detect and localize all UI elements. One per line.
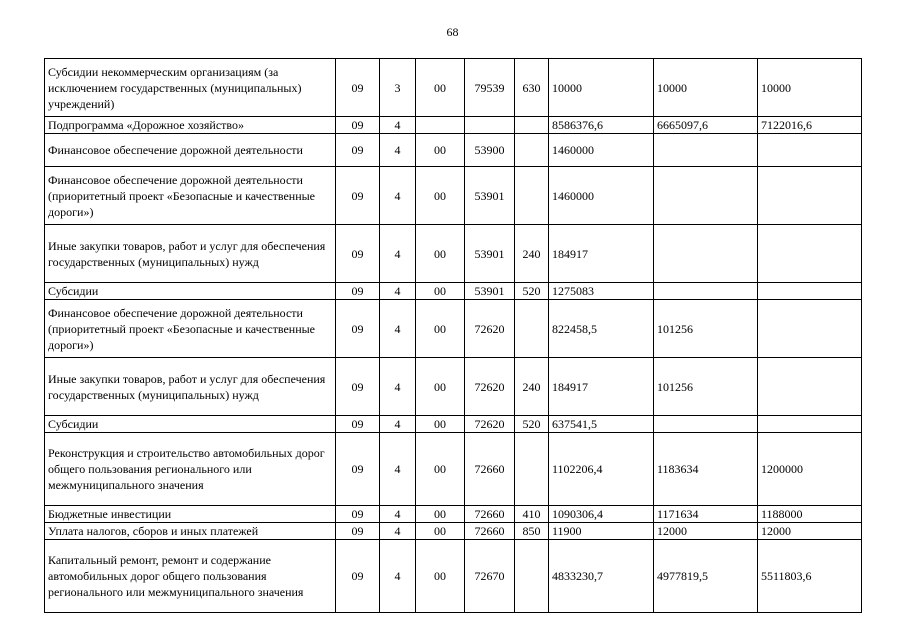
cell-amount-year-3 — [758, 358, 862, 416]
cell-amount-year-1: 822458,5 — [549, 300, 654, 358]
cell-subsection: 4 — [380, 283, 416, 300]
cell-direction-code: 53901 — [465, 283, 515, 300]
cell-amount-year-3 — [758, 416, 862, 433]
cell-program-code: 00 — [416, 523, 465, 540]
cell-amount-year-3 — [758, 300, 862, 358]
cell-program-code: 00 — [416, 358, 465, 416]
table-row — [45, 300, 862, 358]
cell-amount-year-3: 1200000 — [758, 433, 862, 506]
cell-amount-year-1: 1090306,4 — [549, 506, 654, 523]
cell-program-code: 00 — [416, 433, 465, 506]
cell-name: Подпрограмма «Дорожное хозяйство» — [45, 117, 336, 134]
cell-subsection: 4 — [380, 300, 416, 358]
cell-subsection: 4 — [380, 225, 416, 283]
cell-name: Иные закупки товаров, работ и услуг для обеспечения государственных (муниципальных) нужд — [45, 225, 336, 283]
cell-section: 09 — [336, 283, 380, 300]
cell-amount-year-1: 1460000 — [549, 134, 654, 167]
cell-amount-year-1: 8586376,6 — [549, 117, 654, 134]
cell-section: 09 — [336, 225, 380, 283]
cell-section: 09 — [336, 117, 380, 134]
page-number: 68 — [446, 25, 459, 39]
cell-subsection: 4 — [380, 134, 416, 167]
cell-amount-year-3 — [758, 283, 862, 300]
cell-section: 09 — [336, 540, 380, 613]
cell-expense-type — [515, 540, 549, 613]
cell-amount-year-3: 5511803,6 — [758, 540, 862, 613]
cell-name: Реконструкция и строительство автомобильных дорог общего пользования регионального или межмуниципального значения — [45, 433, 336, 506]
table-row — [45, 416, 862, 433]
cell-amount-year-3: 1188000 — [758, 506, 862, 523]
cell-subsection: 4 — [380, 506, 416, 523]
cell-expense-type — [515, 117, 549, 134]
cell-name: Финансовое обеспечение дорожной деятельности (приоритетный проект «Безопасные и качественные дороги») — [45, 167, 336, 225]
cell-direction-code: 53901 — [465, 167, 515, 225]
cell-program-code: 00 — [416, 59, 465, 117]
cell-section: 09 — [336, 523, 380, 540]
table-row — [45, 167, 862, 225]
cell-direction-code: 72620 — [465, 300, 515, 358]
cell-expense-type — [515, 300, 549, 358]
cell-subsection: 4 — [380, 416, 416, 433]
cell-section: 09 — [336, 433, 380, 506]
cell-direction-code — [465, 117, 515, 134]
cell-direction-code: 53901 — [465, 225, 515, 283]
cell-section: 09 — [336, 167, 380, 225]
cell-amount-year-3 — [758, 225, 862, 283]
cell-direction-code: 53900 — [465, 134, 515, 167]
cell-subsection: 4 — [380, 540, 416, 613]
cell-expense-type: 850 — [515, 523, 549, 540]
cell-direction-code: 72660 — [465, 523, 515, 540]
cell-expense-type: 520 — [515, 283, 549, 300]
table-row — [45, 225, 862, 283]
cell-program-code: 00 — [416, 167, 465, 225]
cell-expense-type — [515, 134, 549, 167]
cell-amount-year-1: 1275083 — [549, 283, 654, 300]
cell-name: Финансовое обеспечение дорожной деятельности (приоритетный проект «Безопасные и качественные дороги») — [45, 300, 336, 358]
cell-section: 09 — [336, 134, 380, 167]
cell-section: 09 — [336, 358, 380, 416]
cell-expense-type — [515, 433, 549, 506]
cell-expense-type: 410 — [515, 506, 549, 523]
cell-amount-year-1: 4833230,7 — [549, 540, 654, 613]
budget-table — [44, 58, 862, 613]
cell-name: Субсидии некоммерческим организациям (за исключением государственных (муниципальных) учреждений) — [45, 59, 336, 117]
cell-name: Финансовое обеспечение дорожной деятельности — [45, 134, 336, 167]
cell-amount-year-2: 12000 — [654, 523, 758, 540]
table-row — [45, 134, 862, 167]
cell-name: Субсидии — [45, 283, 336, 300]
cell-amount-year-2: 1183634 — [654, 433, 758, 506]
cell-amount-year-1: 184917 — [549, 225, 654, 283]
cell-direction-code: 79539 — [465, 59, 515, 117]
cell-subsection: 4 — [380, 358, 416, 416]
cell-amount-year-1: 1102206,4 — [549, 433, 654, 506]
table-body — [45, 59, 862, 613]
cell-direction-code: 72620 — [465, 416, 515, 433]
cell-program-code: 00 — [416, 134, 465, 167]
cell-section: 09 — [336, 416, 380, 433]
cell-amount-year-2: 1171634 — [654, 506, 758, 523]
cell-subsection: 4 — [380, 433, 416, 506]
cell-program-code: 00 — [416, 225, 465, 283]
cell-amount-year-1: 11900 — [549, 523, 654, 540]
cell-expense-type: 240 — [515, 225, 549, 283]
cell-direction-code: 72660 — [465, 433, 515, 506]
cell-amount-year-1: 10000 — [549, 59, 654, 117]
table-row — [45, 433, 862, 506]
cell-subsection: 4 — [380, 523, 416, 540]
cell-program-code: 00 — [416, 283, 465, 300]
cell-name: Иные закупки товаров, работ и услуг для обеспечения государственных (муниципальных) нужд — [45, 358, 336, 416]
cell-amount-year-2: 6665097,6 — [654, 117, 758, 134]
cell-amount-year-1: 1460000 — [549, 167, 654, 225]
table-row — [45, 540, 862, 613]
cell-expense-type: 630 — [515, 59, 549, 117]
table-row — [45, 358, 862, 416]
cell-amount-year-1: 637541,5 — [549, 416, 654, 433]
cell-amount-year-2: 101256 — [654, 358, 758, 416]
cell-subsection: 4 — [380, 167, 416, 225]
table-row — [45, 117, 862, 134]
table-row — [45, 523, 862, 540]
cell-section: 09 — [336, 506, 380, 523]
cell-amount-year-2 — [654, 134, 758, 167]
cell-amount-year-3: 12000 — [758, 523, 862, 540]
cell-section: 09 — [336, 59, 380, 117]
cell-amount-year-1: 184917 — [549, 358, 654, 416]
cell-amount-year-2: 101256 — [654, 300, 758, 358]
table-row — [45, 59, 862, 117]
cell-amount-year-2: 10000 — [654, 59, 758, 117]
cell-name: Капитальный ремонт, ремонт и содержание автомобильных дорог общего пользования регионального или межмуниципального значения — [45, 540, 336, 613]
cell-program-code: 00 — [416, 540, 465, 613]
cell-direction-code: 72670 — [465, 540, 515, 613]
cell-program-code: 00 — [416, 416, 465, 433]
cell-amount-year-2: 4977819,5 — [654, 540, 758, 613]
cell-amount-year-3 — [758, 167, 862, 225]
cell-direction-code: 72660 — [465, 506, 515, 523]
cell-subsection: 3 — [380, 59, 416, 117]
cell-section: 09 — [336, 300, 380, 358]
cell-subsection: 4 — [380, 117, 416, 134]
cell-amount-year-2 — [654, 225, 758, 283]
cell-program-code — [416, 117, 465, 134]
table-row — [45, 283, 862, 300]
cell-name: Бюджетные инвестиции — [45, 506, 336, 523]
cell-amount-year-2 — [654, 283, 758, 300]
cell-amount-year-3 — [758, 134, 862, 167]
cell-expense-type: 240 — [515, 358, 549, 416]
cell-name: Уплата налогов, сборов и иных платежей — [45, 523, 336, 540]
cell-expense-type — [515, 167, 549, 225]
cell-amount-year-3: 7122016,6 — [758, 117, 862, 134]
cell-program-code: 00 — [416, 300, 465, 358]
cell-amount-year-3: 10000 — [758, 59, 862, 117]
cell-direction-code: 72620 — [465, 358, 515, 416]
cell-name: Субсидии — [45, 416, 336, 433]
cell-amount-year-2 — [654, 416, 758, 433]
cell-program-code: 00 — [416, 506, 465, 523]
table-row — [45, 506, 862, 523]
cell-expense-type: 520 — [515, 416, 549, 433]
cell-amount-year-2 — [654, 167, 758, 225]
